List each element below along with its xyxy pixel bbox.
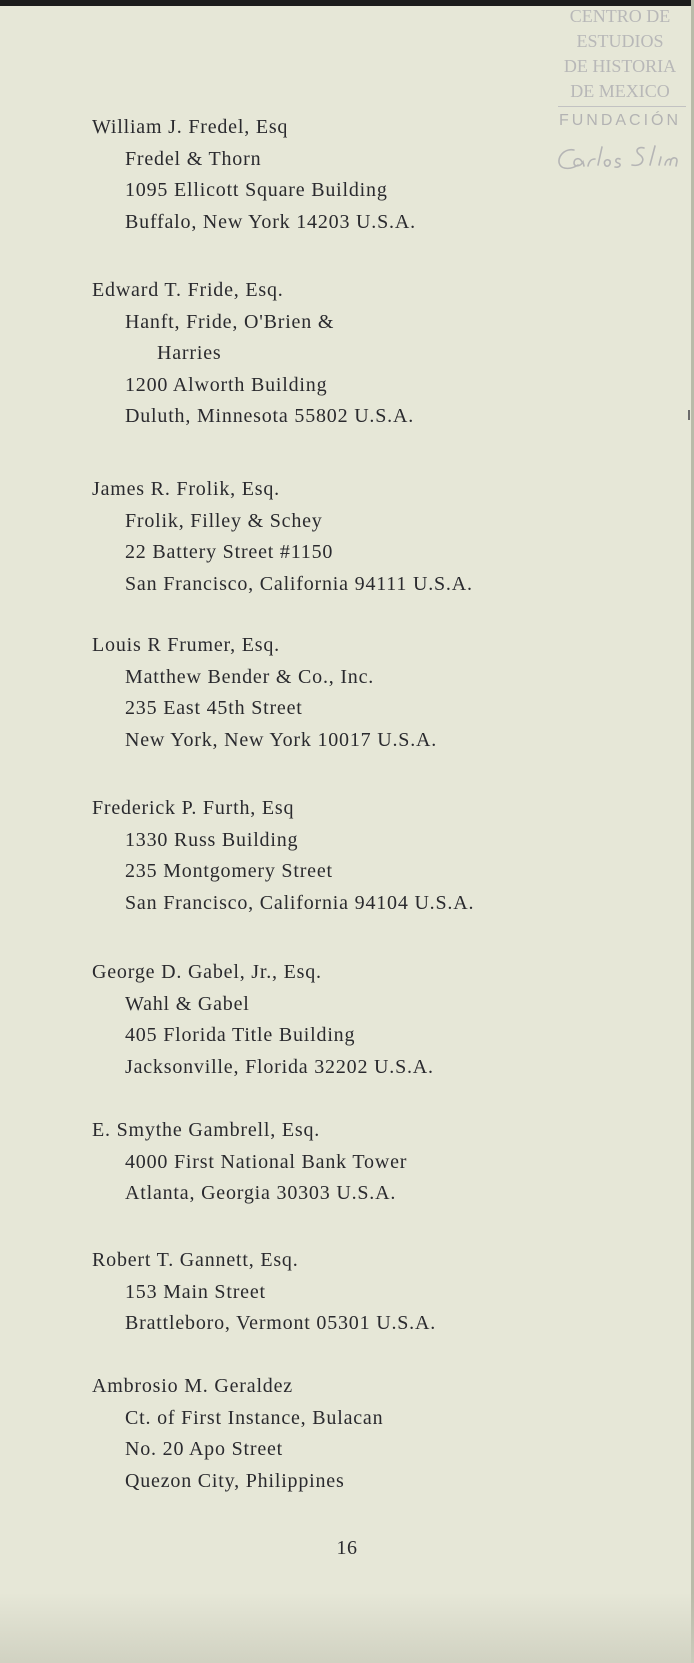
entry-line: Brattleboro, Vermont 05301 U.S.A. <box>125 1312 437 1334</box>
entry-name: Robert T. Gannett, Esq. <box>92 1249 299 1271</box>
entry-line: San Francisco, California 94104 U.S.A. <box>125 891 475 914</box>
watermark-line: DE HISTORIA <box>563 56 677 76</box>
entry-line: 22 Battery Street #1150 <box>125 541 334 563</box>
entry-line: 153 Main Street <box>125 1280 266 1303</box>
entry-line: 4000 First National Bank Tower <box>125 1150 408 1173</box>
entry-line: Fredel & Thorn <box>125 147 262 170</box>
entry-line: Buffalo, New York 14203 U.S.A. <box>125 210 416 233</box>
entry-line: 1330 Russ Building <box>125 828 299 851</box>
address-entry <box>92 275 414 433</box>
entry-line: No. 20 Apo Street <box>125 1438 284 1460</box>
entry-name: James R. Frolik, Esq. <box>92 478 280 500</box>
entry-name: George D. Gabel, Jr., Esq. <box>92 961 322 983</box>
entry-line: Quezon City, Philippines <box>125 1469 345 1492</box>
entry-name: Frederick P. Furth, Esq <box>92 797 295 819</box>
entry-line: Ct. of First Instance, Bulacan <box>125 1406 384 1429</box>
entry-line: Frolik, Filley & Schey <box>125 509 323 532</box>
watermark-foundation: FUNDACIÓN <box>558 112 682 129</box>
entry-name: Edward T. Fride, Esq. <box>92 279 284 301</box>
address-entry <box>92 793 474 919</box>
entry-name: Ambrosio M. Geraldez <box>92 1375 293 1397</box>
watermark-line: CENTRO DE <box>569 6 671 26</box>
address-entry <box>92 1371 383 1497</box>
watermark-divider <box>558 106 686 107</box>
entry-line: Matthew Bender & Co., Inc. <box>125 665 375 688</box>
edge-mark <box>688 410 690 420</box>
entry-line: 405 Florida Title Building <box>125 1024 356 1046</box>
entry-line: Harries <box>157 342 222 364</box>
address-entry <box>92 1115 407 1210</box>
entry-line: San Francisco, California 94111 U.S.A. <box>125 572 473 595</box>
page-number: 16 <box>336 1537 358 1559</box>
address-entry <box>92 630 437 756</box>
address-entry <box>92 957 434 1083</box>
address-entry <box>92 112 416 238</box>
address-entry <box>92 1245 436 1340</box>
watermark-line: DE MEXICO <box>570 81 670 101</box>
entry-line: Atlanta, Georgia 30303 U.S.A. <box>125 1182 397 1204</box>
entry-name: Louis R Frumer, Esq. <box>92 634 280 656</box>
watermark-line: ESTUDIOS <box>576 31 664 51</box>
entry-line: Duluth, Minnesota 55802 U.S.A. <box>125 405 414 427</box>
entry-line: Wahl & Gabel <box>125 992 250 1015</box>
entry-line: 1200 Alworth Building <box>125 373 328 396</box>
archive-watermark <box>550 4 690 104</box>
entry-line: Hanft, Fride, O'Brien & <box>125 310 335 333</box>
address-entry <box>92 474 473 600</box>
entry-line: 1095 Ellicott Square Building <box>125 179 388 201</box>
entry-line: 235 East 45th Street <box>125 697 303 719</box>
entry-line: New York, New York 10017 U.S.A. <box>125 728 438 751</box>
entry-name: E. Smythe Gambrell, Esq. <box>92 1119 321 1141</box>
page-bottom-shade <box>0 1593 694 1663</box>
entry-name: William J. Fredel, Esq <box>92 116 289 138</box>
signature-logo <box>552 138 688 180</box>
entry-line: Jacksonville, Florida 32202 U.S.A. <box>125 1055 434 1078</box>
entry-line: 235 Montgomery Street <box>125 860 333 882</box>
